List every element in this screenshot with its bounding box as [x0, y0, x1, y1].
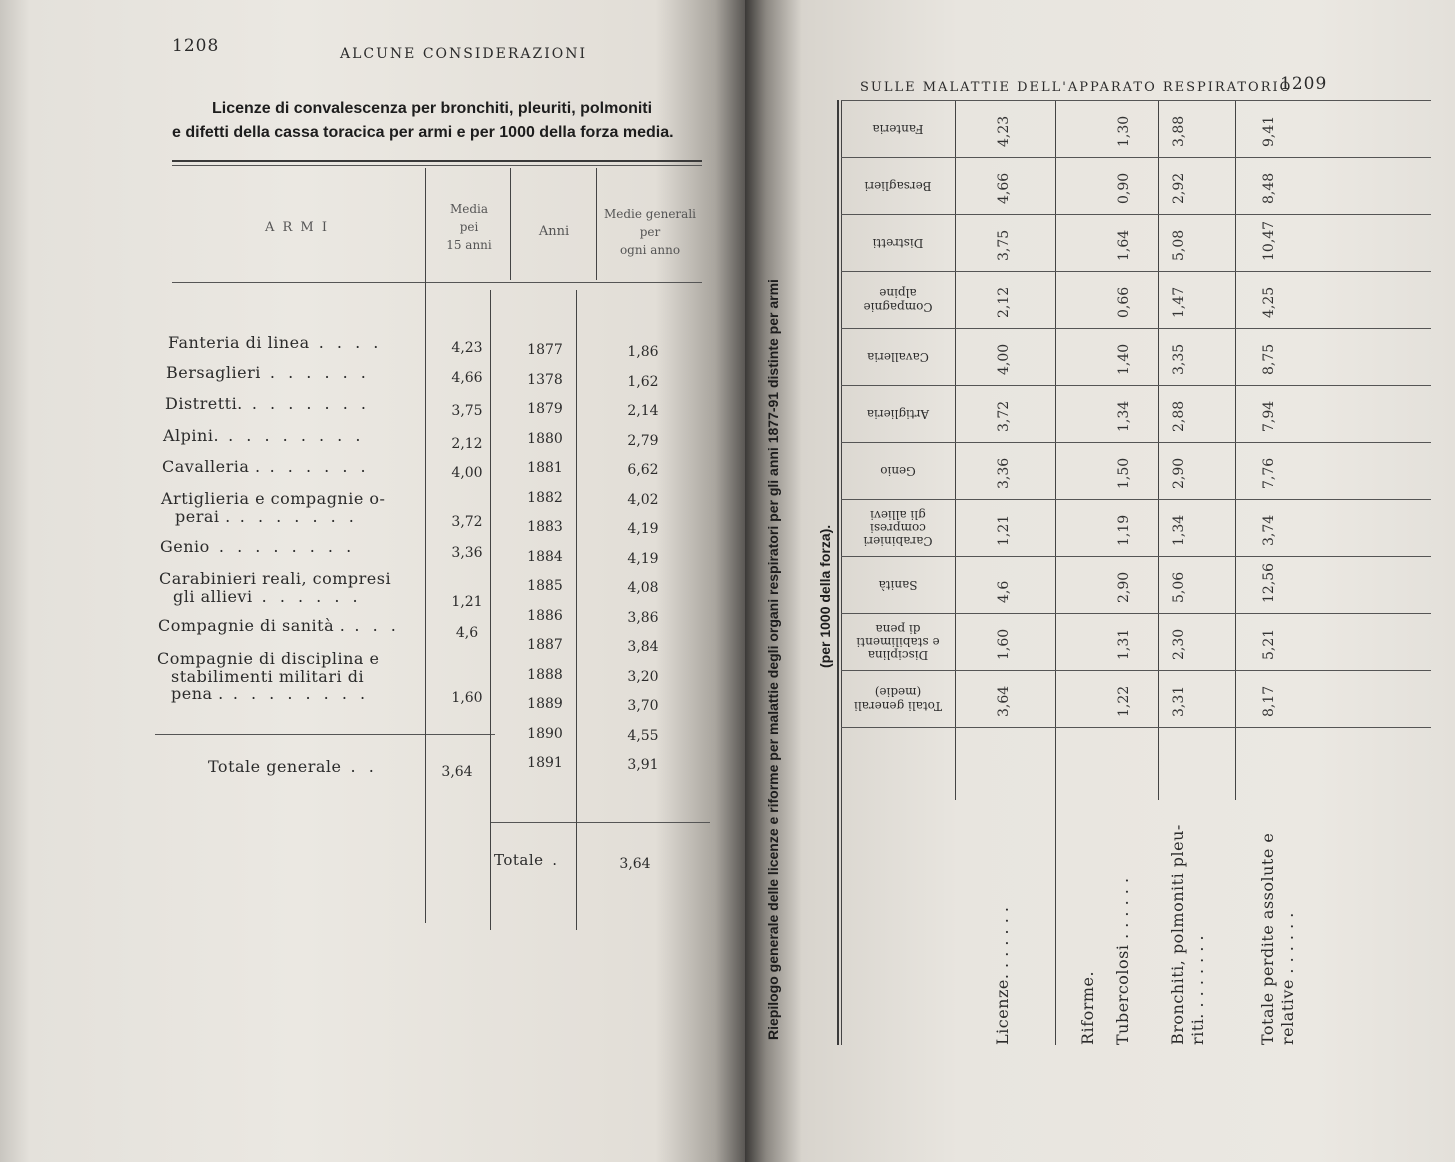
arm-media-genio: 3,36 — [451, 545, 483, 561]
year-media: 1,62 — [627, 374, 659, 390]
year-label: 1881 — [527, 460, 563, 476]
band-rule — [841, 385, 1431, 386]
year-label: 1883 — [527, 519, 563, 535]
column-head-line: Bersaglieri — [864, 179, 932, 194]
year-label: 1891 — [527, 755, 563, 771]
column-head — [845, 676, 951, 721]
column-head-line: Fanteria — [872, 122, 924, 137]
year-label: 1889 — [527, 696, 563, 712]
row-label: Bronchiti, polmoniti pleu- — [1168, 824, 1187, 1045]
col-head-anni: Anni — [538, 224, 570, 239]
table-value: 0,90 — [1116, 172, 1132, 204]
column-head — [845, 448, 951, 493]
running-header: ALCUNE CONSIDERAZIONI — [340, 46, 588, 62]
arm-row-carabinieri: Carabinieri reali, compresi gli allievi . . . . . . — [159, 569, 392, 606]
table-value: 0,66 — [1116, 286, 1132, 318]
table-value: 1,22 — [1116, 685, 1132, 717]
table-value: 3,64 — [996, 685, 1012, 717]
table-caption-right-line-1: Riepilogo generale delle licenze e riforme per malattie degli organi respiratori per gli anni 1877-91 distinte per armi — [765, 279, 781, 1040]
table-value: 9,41 — [1261, 115, 1277, 147]
table-value: 4,25 — [1261, 286, 1277, 318]
table-value: 2,90 — [1116, 571, 1132, 603]
table-value: 1,19 — [1116, 514, 1132, 546]
bronchiti-col-rule — [1235, 100, 1236, 800]
col-divider-3a — [596, 168, 597, 280]
year-media: 1,86 — [627, 344, 659, 360]
year-media: 4,19 — [627, 521, 659, 537]
table-value: 1,47 — [1171, 286, 1187, 318]
arm-media-alpini: 2,12 — [451, 436, 483, 452]
table-value: 1,40 — [1116, 343, 1132, 375]
band-rule — [841, 100, 1431, 101]
table-value: 2,90 — [1171, 457, 1187, 489]
year-label: 1890 — [527, 726, 563, 742]
totale-generale-label: Totale generale . . — [208, 757, 378, 776]
year-label: 1879 — [527, 401, 563, 417]
table-value: 1,60 — [996, 628, 1012, 660]
table-caption-right-line-2: (per 1000 della forza). — [817, 524, 833, 668]
row-label: Totale perdite assolute e — [1258, 832, 1277, 1045]
table-value: 1,34 — [1171, 514, 1187, 546]
arm-media-artiglieria: 3,72 — [451, 514, 483, 530]
table-value: 12,56 — [1261, 562, 1277, 603]
arm-row-bersaglieri: Bersaglieri . . . . . . — [166, 363, 370, 382]
table-value: 2,92 — [1171, 172, 1187, 204]
year-label: 1886 — [527, 608, 563, 624]
totale-value: 3,64 — [619, 856, 651, 872]
column-head-line: Totali generali — [854, 698, 942, 713]
band-rule — [841, 613, 1431, 614]
column-head — [845, 163, 951, 208]
arm-media-carabinieri: 1,21 — [451, 594, 483, 610]
table-top-rule — [172, 160, 702, 162]
table-value: 3,35 — [1171, 343, 1187, 375]
table-value: 1,50 — [1116, 457, 1132, 489]
licenze-col-rule — [1055, 100, 1056, 1045]
table-value: 3,31 — [1171, 685, 1187, 717]
table-value: 4,23 — [996, 115, 1012, 147]
column-head — [845, 619, 951, 664]
year-media: 2,79 — [627, 433, 659, 449]
column-head-line: (medie) — [874, 685, 922, 700]
table-value: 1,30 — [1116, 115, 1132, 147]
band-rule — [841, 670, 1431, 671]
arm-media-sanita: 4,6 — [455, 625, 479, 641]
band-rule — [841, 214, 1431, 215]
column-head-line: di pena — [875, 621, 921, 636]
year-media: 4,02 — [627, 492, 659, 508]
table-left-rule-inner — [841, 100, 842, 1045]
table-value: 3,72 — [996, 400, 1012, 432]
col-head-medie: Medie generali per ogni anno — [603, 207, 696, 257]
table-value: 5,21 — [1261, 628, 1277, 660]
column-head — [845, 334, 951, 379]
arm-row-distretti: Distretti. . . . . . . . — [165, 394, 370, 413]
year-media: 3,86 — [627, 610, 659, 626]
column-head — [845, 505, 951, 550]
column-head — [845, 220, 951, 265]
column-head-line: Sanità — [878, 578, 918, 593]
column-head-line: alpine — [879, 286, 917, 301]
col-head-armi: A R M I — [264, 220, 330, 235]
table-value: 1,21 — [996, 514, 1012, 546]
totale-label: Totale . — [494, 851, 562, 869]
table-caption-line-1: Licenze di convalescenza per bronchiti, pleuriti, polmoniti — [212, 100, 653, 117]
column-head-line: Compagnie — [863, 299, 933, 314]
table-caption-line-2: e difetti della cassa toracica per armi e per 1000 della forza media. — [172, 124, 674, 141]
table-value: 3,75 — [996, 229, 1012, 261]
column-head — [845, 277, 951, 322]
table-value: 4,00 — [996, 343, 1012, 375]
year-media: 4,08 — [627, 580, 659, 596]
arm-media-fanteria: 4,23 — [451, 340, 483, 356]
year-label: 1887 — [527, 637, 563, 653]
col-divider-2b — [490, 290, 491, 930]
totale-generale-value: 3,64 — [441, 764, 473, 780]
table-value: 1,64 — [1116, 229, 1132, 261]
year-media: 3,20 — [627, 669, 659, 685]
column-head-line: e stabilimenti — [856, 635, 940, 650]
header-col-rule — [955, 100, 956, 800]
year-media: 4,19 — [627, 551, 659, 567]
table-value: 3,36 — [996, 457, 1012, 489]
arm-row-disciplina: Compagnie di disciplina e stabilimenti militari di pena . . . . . . . . . — [157, 649, 380, 704]
arm-row-sanita: Compagnie di sanità . . . . — [158, 616, 400, 635]
row-label: Tubercolosi . . . . . . — [1113, 877, 1132, 1045]
arm-media-disciplina: 1,60 — [451, 690, 483, 706]
table-value: 1,34 — [1116, 400, 1132, 432]
arm-row-alpini: Alpini. . . . . . . . . — [163, 426, 365, 445]
table-value: 5,06 — [1171, 571, 1187, 603]
page-number-right: 1209 — [1280, 74, 1328, 94]
col-head-media: Media pei 15 anni — [446, 202, 492, 252]
band-rule — [841, 328, 1431, 329]
table-value: 2,12 — [996, 286, 1012, 318]
year-label: 1888 — [527, 667, 563, 683]
col-divider-2a — [510, 168, 511, 280]
row-label: Licenze. . . . . . . — [993, 906, 1012, 1045]
column-head-line: Disciplina — [867, 648, 929, 663]
arm-row-fanteria: Fanteria di linea . . . . — [168, 333, 383, 352]
year-label: 1884 — [527, 549, 563, 565]
year-media: 2,14 — [627, 403, 659, 419]
year-label: 1885 — [527, 578, 563, 594]
band-rule — [841, 727, 1431, 728]
header-bottom-rule — [172, 282, 702, 283]
table-value: 7,76 — [1261, 457, 1277, 489]
table-value: 7,94 — [1261, 400, 1277, 432]
row-label: relative . . . . . . — [1278, 912, 1297, 1045]
column-head — [845, 106, 951, 151]
page-number: 1208 — [172, 36, 220, 56]
table-left-rule — [837, 100, 839, 1045]
year-media: 4,55 — [627, 728, 659, 744]
year-media: 3,70 — [627, 698, 659, 714]
column-head — [845, 391, 951, 436]
table-value: 3,74 — [1261, 514, 1277, 546]
table-value: 8,17 — [1261, 685, 1277, 717]
arm-row-artiglieria: Artiglieria e compagnie o- perai . . . . . . . . — [161, 489, 386, 526]
table-value: 3,88 — [1171, 115, 1187, 147]
arm-row-cavalleria: Cavalleria . . . . . . . — [162, 457, 370, 476]
band-rule — [841, 442, 1431, 443]
table-value: 10,47 — [1261, 220, 1277, 261]
column-head-line: Distretti — [872, 236, 924, 251]
arm-row-genio: Genio . . . . . . . . — [160, 537, 356, 556]
year-media: 6,62 — [627, 462, 659, 478]
table-value: 8,75 — [1261, 343, 1277, 375]
right-page — [745, 0, 1455, 1162]
arm-media-bersaglieri: 4,66 — [451, 370, 483, 386]
table-top-rule-inner — [172, 165, 702, 166]
column-head-line: compresi — [870, 521, 926, 536]
table-value: 8,48 — [1261, 172, 1277, 204]
year-label: 1378 — [527, 372, 563, 388]
arm-media-cavalleria: 4,00 — [451, 465, 483, 481]
totals-rule — [155, 734, 495, 735]
year-media: 3,91 — [627, 757, 659, 773]
column-head-line: Artiglieria — [866, 407, 930, 422]
column-head-line: Carabinieri — [863, 534, 933, 549]
arm-media-distretti: 3,75 — [451, 403, 483, 419]
column-head-line: gli allievi — [870, 507, 926, 522]
column-head-line: Genio — [880, 464, 916, 479]
table-value: 1,31 — [1116, 628, 1132, 660]
band-rule — [841, 271, 1431, 272]
year-media: 3,84 — [627, 639, 659, 655]
column-head-line: Cavalleria — [867, 350, 929, 365]
row-label: Riforme. — [1078, 970, 1097, 1045]
col-divider-1 — [425, 168, 426, 923]
year-totals-rule — [490, 822, 710, 823]
tubercolosi-col-rule — [1158, 100, 1159, 800]
year-label: 1877 — [527, 342, 563, 358]
table-value: 4,6 — [996, 580, 1012, 603]
table-value: 2,30 — [1171, 628, 1187, 660]
table-value: 5,08 — [1171, 229, 1187, 261]
year-label: 1882 — [527, 490, 563, 506]
running-header-right: SULLE MALATTIE DELL'APPARATO RESPIRATORIO — [860, 80, 1293, 95]
column-head — [845, 562, 951, 607]
year-label: 1880 — [527, 431, 563, 447]
band-rule — [841, 556, 1431, 557]
row-label: riti. . . . . . . . — [1188, 934, 1207, 1045]
band-rule — [841, 157, 1431, 158]
table-value: 4,66 — [996, 172, 1012, 204]
table-value: 2,88 — [1171, 400, 1187, 432]
band-rule — [841, 499, 1431, 500]
